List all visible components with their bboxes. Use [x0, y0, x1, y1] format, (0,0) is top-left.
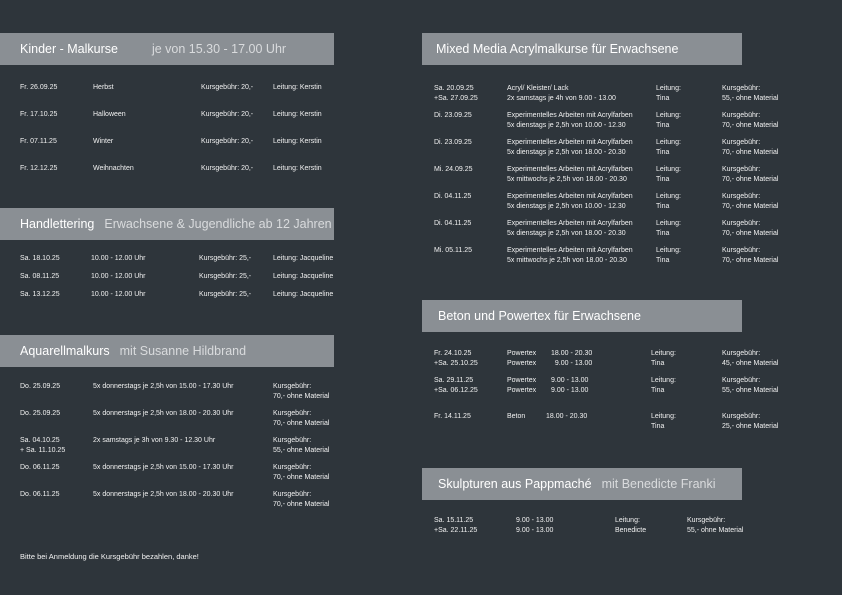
- course-topic: Weihnachten: [93, 165, 134, 172]
- course-fee: Kursgebühr: 70,- ohne Material: [273, 383, 330, 400]
- course-date: Di. 04.11.25: [434, 220, 472, 227]
- course-fee: Kursgebühr: 55,- ohne Material: [722, 85, 779, 102]
- course-description: 5x donnerstags je 2,5h von 15.00 - 17.30 Uhr: [93, 383, 234, 390]
- course-date: Fr. 26.09.25: [20, 84, 58, 91]
- beton-title: Beton und Powertex für Erwachsene: [438, 309, 641, 323]
- course-description: 5x donnerstags je 2,5h von 18.00 - 20.30 Uhr: [93, 491, 234, 498]
- skulpturen-title: Skulpturen aus Pappmaché: [438, 477, 592, 491]
- course-leader: Leitung: Tina: [656, 112, 681, 129]
- course-fee: Kursgebühr: 20,-: [201, 84, 254, 91]
- course-leader: Leitung: Kerstin: [273, 165, 322, 172]
- course-leader: Leitung: Kerstin: [273, 111, 322, 118]
- kinder-header: [0, 33, 334, 65]
- course-time: 10.00 - 12.00 Uhr: [91, 291, 146, 298]
- course-fee: Kursgebühr: 70,- ohne Material: [722, 193, 779, 210]
- course-description: Experimentelles Arbeiten mit Acrylfarben 5x mittwochs je 2,5h von 18.00 - 20.30: [507, 247, 633, 264]
- course-topic: Herbst: [93, 84, 114, 91]
- course-date: Sa. 04.10.25 + Sa. 11.10.25: [20, 437, 66, 454]
- course-description: Experimentelles Arbeiten mit Acrylfarben 5x dienstags je 2,5h von 10.00 - 12.30: [507, 112, 633, 129]
- course-fee: Kursgebühr: 20,-: [201, 111, 254, 118]
- skulpturen-subtitle: mit Benedicte Franki: [601, 477, 716, 491]
- course-date: Sa. 18.10.25: [20, 255, 60, 262]
- course-fee: Kursgebühr: 70,- ohne Material: [722, 247, 779, 264]
- course-date: Mi. 05.11.25: [434, 247, 473, 254]
- course-topic: Winter: [93, 138, 114, 145]
- course-leader: Leitung: Jacqueline: [273, 255, 334, 262]
- course-fee: Kursgebühr: 25,- ohne Material: [722, 413, 779, 430]
- course-fee: Kursgebühr: 55,- ohne Material: [273, 437, 330, 454]
- course-date: Fr. 07.11.25: [20, 138, 57, 145]
- handlettering-title: Handlettering: [20, 217, 95, 231]
- course-fee: Kursgebühr: 70,- ohne Material: [273, 491, 330, 508]
- course-time: 18.00 - 20.30: [546, 413, 588, 420]
- course-material: Beton: [507, 413, 526, 420]
- course-date: Do. 25.09.25: [20, 410, 61, 417]
- course-date: Sa. 29.11.25 +Sa. 06.12.25: [434, 377, 478, 394]
- course-fee: Kursgebühr: 70,- ohne Material: [722, 139, 779, 156]
- course-fee: Kursgebühr: 25,-: [199, 255, 252, 262]
- course-fee: Kursgebühr: 55,- ohne Material: [722, 377, 779, 394]
- course-leader: Leitung: Jacqueline: [273, 291, 334, 298]
- course-time: 10.00 - 12.00 Uhr: [91, 255, 146, 262]
- course-leader: Leitung: Kerstin: [273, 84, 322, 91]
- mixed-media-header: [422, 33, 742, 65]
- course-date: Sa. 20.09.25 +Sa. 27.09.25: [434, 85, 478, 102]
- course-fee: Kursgebühr: 25,-: [199, 273, 252, 280]
- kinder-title: Kinder - Malkurse: [20, 42, 118, 56]
- course-date: Do. 06.11.25: [20, 491, 60, 498]
- course-leader: Leitung: Tina: [656, 139, 681, 156]
- course-fee: Kursgebühr: 70,- ohne Material: [722, 220, 779, 237]
- course-date: Sa. 13.12.25: [20, 291, 60, 298]
- course-description: Experimentelles Arbeiten mit Acrylfarben 5x dienstags je 2,5h von 18.00 - 20.30: [507, 139, 633, 156]
- course-leader: Leitung: Tina: [656, 220, 681, 237]
- course-topic: Halloween: [93, 111, 126, 118]
- payment-note: Bitte bei Anmeldung die Kursgebühr bezahlen, danke!: [20, 552, 199, 561]
- aquarell-header: [0, 335, 334, 367]
- skulpturen-header: [422, 468, 742, 500]
- course-fee: Kursgebühr: 55,- ohne Material: [687, 517, 744, 534]
- kinder-subtitle: je von 15.30 - 17.00 Uhr: [151, 42, 287, 56]
- course-date: Fr. 12.12.25: [20, 165, 58, 172]
- course-date: Sa. 08.11.25: [20, 273, 60, 280]
- course-fee: Kursgebühr: 70,- ohne Material: [722, 166, 779, 183]
- course-description: Experimentelles Arbeiten mit Acrylfarben 5x dienstags je 2,5h von 10.00 - 12.30: [507, 193, 633, 210]
- course-time: 9.00 - 13.00 9.00 - 13.00: [551, 377, 589, 394]
- handlettering-subtitle: Erwachsene & Jugendliche ab 12 Jahren: [104, 217, 332, 231]
- course-date: Fr. 24.10.25 +Sa. 25.10.25: [434, 350, 478, 367]
- course-fee: Kursgebühr: 20,-: [201, 165, 254, 172]
- course-description: Experimentelles Arbeiten mit Acrylfarben 5x dienstags je 2,5h von 18.00 - 20.30: [507, 220, 633, 237]
- course-fee: Kursgebühr: 25,-: [199, 291, 252, 298]
- aquarell-subtitle: mit Susanne Hildbrand: [119, 344, 247, 358]
- course-leader: Leitung: Tina: [651, 350, 676, 367]
- course-date: Di. 23.09.25: [434, 139, 472, 146]
- course-material: Powertex Powertex: [507, 350, 537, 367]
- course-date: Fr. 14.11.25: [434, 413, 471, 420]
- handlettering-header: [0, 208, 334, 240]
- course-leader: Leitung: Benedicte: [615, 517, 647, 534]
- course-leader: Leitung: Tina: [651, 377, 676, 394]
- course-time: 18.00 - 20.30 9.00 - 13.00: [551, 350, 593, 367]
- course-leader: Leitung: Tina: [656, 85, 681, 102]
- course-leader: Leitung: Tina: [651, 413, 676, 430]
- course-description: Experimentelles Arbeiten mit Acrylfarben 5x mittwochs je 2,5h von 18.00 - 20.30: [507, 166, 633, 183]
- course-leader: Leitung: Kerstin: [273, 138, 322, 145]
- course-leader: Leitung: Tina: [656, 193, 681, 210]
- course-time: 10.00 - 12.00 Uhr: [91, 273, 146, 280]
- course-fee: Kursgebühr: 70,- ohne Material: [722, 112, 779, 129]
- course-material: Powertex Powertex: [507, 377, 537, 394]
- beton-header: [422, 300, 742, 332]
- course-time: 9.00 - 13.00 9.00 - 13.00: [516, 517, 554, 534]
- course-leader: Leitung: Tina: [656, 166, 681, 183]
- course-date: Di. 04.11.25: [434, 193, 472, 200]
- course-fee: Kursgebühr: 20,-: [201, 138, 254, 145]
- course-description: 5x donnerstags je 2,5h von 15.00 - 17.30 Uhr: [93, 464, 234, 471]
- course-date: Mi. 24.09.25: [434, 166, 473, 173]
- course-date: Sa. 15.11.25 +Sa. 22.11.25: [434, 517, 478, 534]
- course-description: 2x samstags je 3h von 9.30 - 12.30 Uhr: [93, 437, 216, 444]
- course-leader: Leitung: Jacqueline: [273, 273, 334, 280]
- course-fee: Kursgebühr: 70,- ohne Material: [273, 410, 330, 427]
- mixed-media-title: Mixed Media Acrylmalkurse für Erwachsene: [436, 42, 679, 56]
- course-description: Acryl/ Kleister/ Lack 2x samstags je 4h von 9.00 - 13.00: [507, 85, 616, 102]
- course-description: 5x donnerstags je 2,5h von 18.00 - 20.30 Uhr: [93, 410, 234, 417]
- course-fee: Kursgebühr: 70,- ohne Material: [273, 464, 330, 481]
- course-fee: Kursgebühr: 45,- ohne Material: [722, 350, 779, 367]
- course-leader: Leitung: Tina: [656, 247, 681, 264]
- course-date: Di. 23.09.25: [434, 112, 472, 119]
- course-date: Do. 06.11.25: [20, 464, 60, 471]
- course-date: Do. 25.09.25: [20, 383, 61, 390]
- course-date: Fr. 17.10.25: [20, 111, 58, 118]
- aquarell-title: Aquarellmalkurs: [20, 344, 110, 358]
